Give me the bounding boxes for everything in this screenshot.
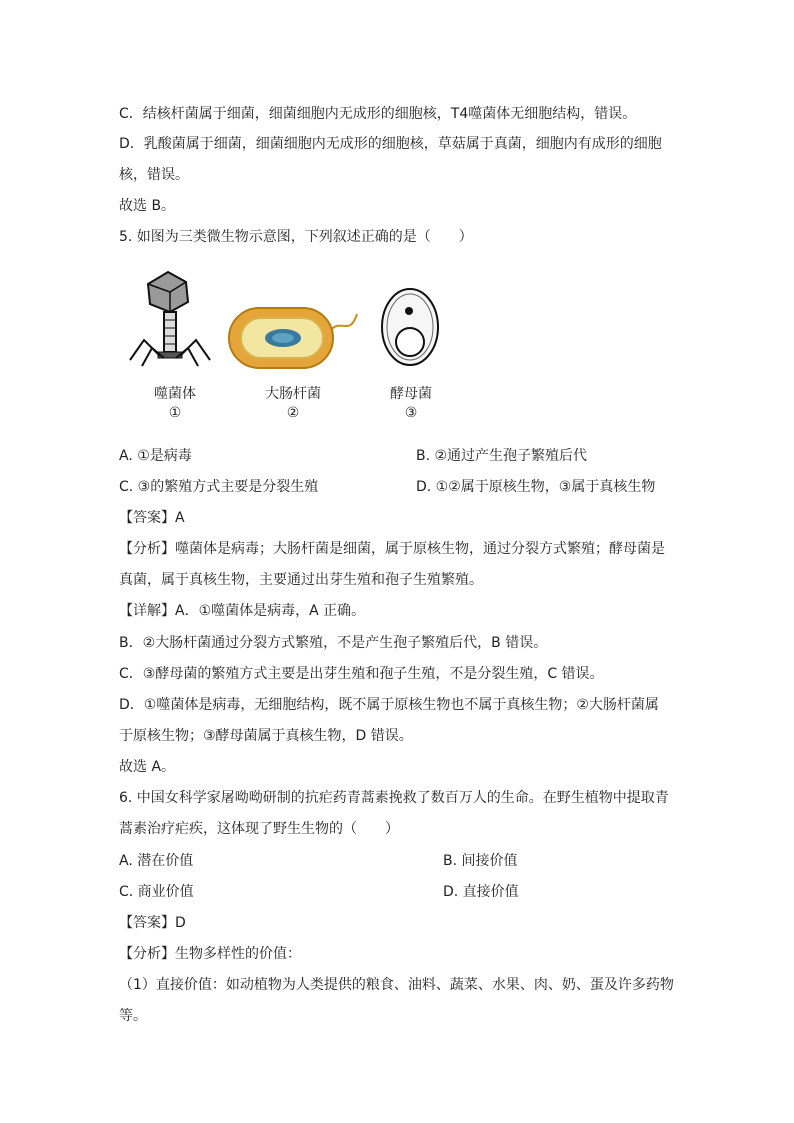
ecoli-caption: 大肠杆菌	[265, 386, 321, 402]
q6-answer: 【答案】D	[119, 915, 186, 931]
text-line: 故选 B。	[119, 198, 176, 214]
q5-detail: C．③酵母菌的繁殖方式主要是出芽生殖和孢子生殖，不是分裂生殖，C 错误。	[119, 666, 604, 682]
q6-analysis: 【分析】生物多样性的价值：	[119, 946, 301, 962]
q6-option-d: D. 直接价值	[443, 884, 519, 900]
yeast-figure	[378, 286, 442, 368]
ecoli-number: ②	[286, 405, 300, 421]
text-line: 核，错误。	[119, 167, 189, 183]
q6-value-item: （1）直接价值：如动植物为人类提供的粮食、油料、蔬菜、水果、肉、奶、蛋及许多药物	[119, 977, 674, 993]
q5-option-a: A. ①是病毒	[119, 448, 192, 464]
q5-detail: 于原核生物；③酵母菌属于真核生物，D 错误。	[119, 728, 413, 744]
q5-option-c: C. ③的繁殖方式主要是分裂生殖	[119, 479, 319, 495]
q6-option-b: B. 间接价值	[443, 853, 518, 869]
question-5-stem: 5. 如图为三类微生物示意图，下列叙述正确的是（ ）	[119, 229, 473, 245]
q5-selection: 故选 A。	[119, 759, 176, 775]
q5-option-d: D. ①②属于原核生物，③属于真核生物	[416, 479, 656, 495]
q5-option-b: B. ②通过产生孢子繁殖后代	[416, 448, 588, 464]
q6-option-a: A. 潜在价值	[119, 853, 194, 869]
text-line: C．结核杆菌属于细菌，细菌细胞内无成形的细胞核，T4噬菌体无细胞结构，错误。	[119, 106, 637, 122]
question-6-stem: 6. 中国女科学家屠呦呦研制的抗疟药青蒿素挽救了数百万人的生命。在野生植物中提取青	[119, 790, 669, 806]
q5-analysis: 【分析】噬菌体是病毒；大肠杆菌是细菌，属于原核生物，通过分裂方式繁殖；酵母菌是	[119, 541, 665, 557]
q6-value-item: 等。	[119, 1008, 147, 1024]
q5-detail: D．①噬菌体是病毒，无细胞结构，既不属于原核生物也不属于真核生物；②大肠杆菌属	[119, 697, 659, 713]
q5-answer: 【答案】A	[119, 510, 185, 526]
phage-caption: 噬菌体	[154, 386, 196, 402]
phage-number: ①	[168, 405, 182, 421]
ecoli-figure	[225, 298, 365, 378]
q6-option-c: C. 商业价值	[119, 884, 194, 900]
q5-analysis: 真菌，属于真核生物，主要通过出芽生殖和孢子生殖繁殖。	[119, 572, 483, 588]
yeast-number: ③	[404, 405, 418, 421]
yeast-caption: 酵母菌	[390, 386, 432, 402]
question-6-stem: 蒿素治疗疟疾，这体现了野生生物的（ ）	[119, 821, 399, 837]
text-line: D．乳酸菌属于细菌，细菌细胞内无成形的细胞核，草菇属于真菌，细胞内有成形的细胞	[119, 136, 662, 152]
bacteriophage-figure	[124, 268, 214, 368]
q5-detail: B．②大肠杆菌通过分裂方式繁殖，不是产生孢子繁殖后代，B 错误。	[119, 635, 548, 651]
q5-detail: 【详解】A．①噬菌体是病毒，A 正确。	[119, 603, 366, 619]
